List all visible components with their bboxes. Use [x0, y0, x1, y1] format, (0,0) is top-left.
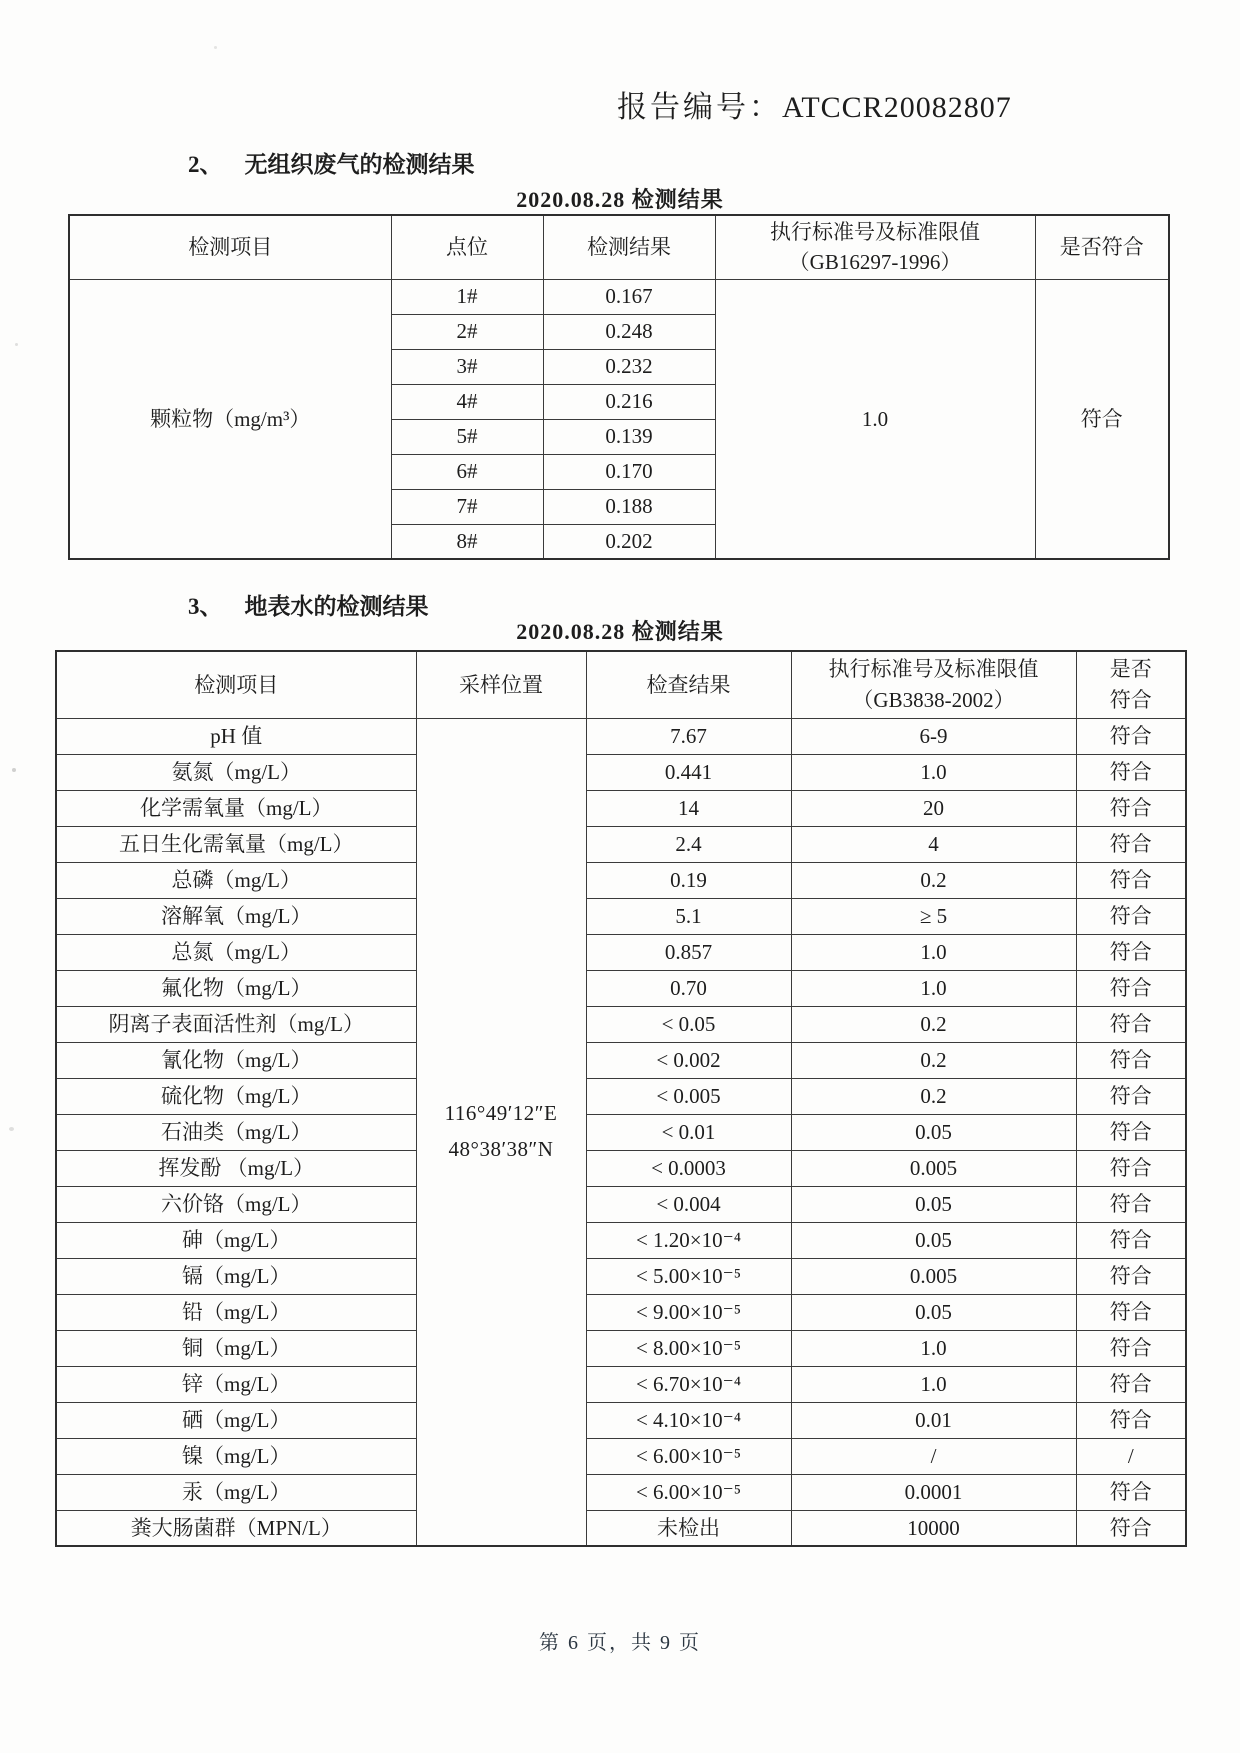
- result-cell: 0.139: [543, 419, 715, 454]
- item-cell: 氟化物（mg/L）: [56, 970, 416, 1006]
- compliance-cell: 符合: [1076, 1006, 1186, 1042]
- scan-speck: [15, 343, 18, 346]
- section-3-number: 3、: [188, 594, 223, 619]
- item-cell: 汞（mg/L）: [56, 1474, 416, 1510]
- item-cell: 阴离子表面活性剂（mg/L）: [56, 1006, 416, 1042]
- result-cell: < 5.00×10⁻⁵: [586, 1258, 791, 1294]
- item-cell: 砷（mg/L）: [56, 1222, 416, 1258]
- compliance-cell: 符合: [1076, 790, 1186, 826]
- col-header-location: 采样位置: [416, 651, 586, 718]
- compliance-header-line2: 符合: [1109, 687, 1152, 712]
- limit-cell: 0.005: [791, 1258, 1076, 1294]
- compliance-cell: 符合: [1076, 898, 1186, 934]
- water-results-table: [55, 650, 1187, 1547]
- table-row: [56, 934, 1186, 970]
- limit-cell: 0.05: [791, 1222, 1076, 1258]
- point-cell: 7#: [391, 489, 543, 524]
- result-cell: 未检出: [586, 1510, 791, 1546]
- col-header-standard: [715, 215, 1035, 279]
- result-cell: 14: [586, 790, 791, 826]
- result-cell: 0.19: [586, 862, 791, 898]
- item-cell: 总氮（mg/L）: [56, 934, 416, 970]
- compliance-cell: 符合: [1076, 862, 1186, 898]
- standard-header-line2: （GB3838-2002）: [852, 687, 1015, 712]
- limit-cell: 4: [791, 826, 1076, 862]
- section-2-title: 无组织废气的检测结果: [244, 152, 475, 177]
- result-cell: < 8.00×10⁻⁵: [586, 1330, 791, 1366]
- item-cell: 溶解氧（mg/L）: [56, 898, 416, 934]
- compliance-cell: 符合: [1076, 1078, 1186, 1114]
- result-cell: 0.188: [543, 489, 715, 524]
- standard-header-line2: （GB16297-1996）: [788, 250, 962, 275]
- table-row: [56, 790, 1186, 826]
- standard-header-line1: 执行标准号及标准限值: [828, 657, 1039, 682]
- result-cell: 0.70: [586, 970, 791, 1006]
- item-cell: 锌（mg/L）: [56, 1366, 416, 1402]
- limit-cell: 1.0: [791, 1366, 1076, 1402]
- item-cell: 六价铬（mg/L）: [56, 1186, 416, 1222]
- table-row: [56, 1258, 1186, 1294]
- result-cell: < 6.70×10⁻⁴: [586, 1366, 791, 1402]
- item-cell: 化学需氧量（mg/L）: [56, 790, 416, 826]
- table-row: [56, 1222, 1186, 1258]
- compliance-cell: 符合: [1076, 1474, 1186, 1510]
- limit-cell: 0.2: [791, 1042, 1076, 1078]
- point-cell: 1#: [391, 279, 543, 314]
- point-cell: 3#: [391, 349, 543, 384]
- sampling-location-line1: 116°49′12″E: [444, 1101, 558, 1126]
- limit-cell: 6-9: [791, 718, 1076, 754]
- compliance-header-line1: 是否: [1109, 657, 1152, 682]
- result-cell: < 6.00×10⁻⁵: [586, 1474, 791, 1510]
- gas-table-title: 2020.08.28 检测结果: [516, 187, 724, 212]
- compliance-cell: 符合: [1076, 1258, 1186, 1294]
- table-row: [56, 1438, 1186, 1474]
- item-cell: 铅（mg/L）: [56, 1294, 416, 1330]
- scan-speck: [214, 46, 217, 49]
- item-cell: 氨氮（mg/L）: [56, 754, 416, 790]
- col-header-result: 检查结果: [586, 651, 791, 718]
- standard-header-line1: 执行标准号及标准限值: [770, 219, 980, 244]
- table-row: [56, 826, 1186, 862]
- page-footer: 第 6 页，共 9 页: [539, 1632, 701, 1654]
- result-cell: < 4.10×10⁻⁴: [586, 1402, 791, 1438]
- table-row: [56, 1510, 1186, 1546]
- col-header-point: 点位: [391, 215, 543, 279]
- compliance-cell: 符合: [1076, 970, 1186, 1006]
- point-cell: 5#: [391, 419, 543, 454]
- point-cell: 4#: [391, 384, 543, 419]
- table-row: [56, 862, 1186, 898]
- result-cell: 0.232: [543, 349, 715, 384]
- result-cell: < 9.00×10⁻⁵: [586, 1294, 791, 1330]
- limit-cell: 0.2: [791, 1078, 1076, 1114]
- compliance-cell: 符合: [1076, 1366, 1186, 1402]
- item-cell: 氰化物（mg/L）: [56, 1042, 416, 1078]
- item-cell: 硒（mg/L）: [56, 1402, 416, 1438]
- table-row: [56, 1114, 1186, 1150]
- compliance-cell: 符合: [1076, 1186, 1186, 1222]
- scan-speck: [12, 768, 16, 772]
- table-row: [56, 970, 1186, 1006]
- limit-cell: 0.2: [791, 1006, 1076, 1042]
- water-table-title: 2020.08.28 检测结果: [516, 619, 724, 644]
- compliance-cell: 符合: [1076, 1114, 1186, 1150]
- table-row: [56, 1330, 1186, 1366]
- sampling-location-line2: 48°38′38″N: [448, 1136, 554, 1161]
- limit-cell: 0.0001: [791, 1474, 1076, 1510]
- item-cell: 粪大肠菌群（MPN/L）: [56, 1510, 416, 1546]
- water-table-header-row: [56, 651, 1186, 718]
- gas-table-header-row: [69, 215, 1169, 279]
- result-cell: < 1.20×10⁻⁴: [586, 1222, 791, 1258]
- result-cell: 0.202: [543, 524, 715, 559]
- result-cell: 7.67: [586, 718, 791, 754]
- table-row: [56, 1366, 1186, 1402]
- item-cell: 挥发酚 （mg/L）: [56, 1150, 416, 1186]
- section-2-heading: [188, 146, 475, 179]
- compliance-cell: 符合: [1076, 1510, 1186, 1546]
- compliance-cell-merged: 符合: [1035, 279, 1169, 559]
- limit-cell: 0.05: [791, 1294, 1076, 1330]
- result-cell: 0.248: [543, 314, 715, 349]
- table-row: [69, 279, 1169, 314]
- table-row: [56, 1402, 1186, 1438]
- result-cell: < 6.00×10⁻⁵: [586, 1438, 791, 1474]
- col-header-item: 检测项目: [69, 215, 391, 279]
- col-header-result: 检测结果: [543, 215, 715, 279]
- point-cell: 8#: [391, 524, 543, 559]
- compliance-cell: 符合: [1076, 1150, 1186, 1186]
- limit-cell: 20: [791, 790, 1076, 826]
- result-cell: < 0.0003: [586, 1150, 791, 1186]
- compliance-cell: 符合: [1076, 718, 1186, 754]
- limit-cell: 0.05: [791, 1186, 1076, 1222]
- result-cell: < 0.004: [586, 1186, 791, 1222]
- table-row: [56, 1150, 1186, 1186]
- limit-cell: /: [791, 1438, 1076, 1474]
- compliance-cell: /: [1076, 1438, 1186, 1474]
- result-cell: < 0.01: [586, 1114, 791, 1150]
- item-cell: 镍（mg/L）: [56, 1438, 416, 1474]
- limit-cell: 0.01: [791, 1402, 1076, 1438]
- table-row: [56, 1042, 1186, 1078]
- col-header-compliance: 是否符合: [1035, 215, 1169, 279]
- table-row: [56, 1186, 1186, 1222]
- item-cell-merged: 颗粒物（mg/m³）: [69, 279, 391, 559]
- result-cell: 0.216: [543, 384, 715, 419]
- limit-cell: 1.0: [791, 934, 1076, 970]
- col-header-compliance: [1076, 651, 1186, 718]
- compliance-cell: 符合: [1076, 1330, 1186, 1366]
- result-cell: < 0.005: [586, 1078, 791, 1114]
- item-cell: 石油类（mg/L）: [56, 1114, 416, 1150]
- result-cell: 5.1: [586, 898, 791, 934]
- compliance-cell: 符合: [1076, 1222, 1186, 1258]
- result-cell: < 0.002: [586, 1042, 791, 1078]
- compliance-cell: 符合: [1076, 1042, 1186, 1078]
- table-row: [56, 1474, 1186, 1510]
- gas-results-table: [68, 214, 1170, 560]
- result-cell: 0.857: [586, 934, 791, 970]
- compliance-cell: 符合: [1076, 826, 1186, 862]
- item-cell: 铜（mg/L）: [56, 1330, 416, 1366]
- result-cell: 2.4: [586, 826, 791, 862]
- scan-speck: [9, 1127, 14, 1131]
- result-cell: 0.441: [586, 754, 791, 790]
- limit-cell: 0.05: [791, 1114, 1076, 1150]
- table-row: [56, 1294, 1186, 1330]
- result-cell: 0.167: [543, 279, 715, 314]
- limit-cell: 1.0: [791, 754, 1076, 790]
- point-cell: 6#: [391, 454, 543, 489]
- limit-cell-merged: 1.0: [715, 279, 1035, 559]
- item-cell: 镉（mg/L）: [56, 1258, 416, 1294]
- point-cell: 2#: [391, 314, 543, 349]
- compliance-cell: 符合: [1076, 934, 1186, 970]
- result-cell: < 0.05: [586, 1006, 791, 1042]
- table-row: [56, 718, 1186, 754]
- item-cell: 硫化物（mg/L）: [56, 1078, 416, 1114]
- limit-cell: 0.005: [791, 1150, 1076, 1186]
- compliance-cell: 符合: [1076, 1402, 1186, 1438]
- table-row: [56, 898, 1186, 934]
- limit-cell: 1.0: [791, 1330, 1076, 1366]
- report-number-label: 报告编号：: [617, 91, 782, 124]
- col-header-standard: [791, 651, 1076, 718]
- compliance-cell: 符合: [1076, 1294, 1186, 1330]
- item-cell: pH 值: [56, 718, 416, 754]
- item-cell: 总磷（mg/L）: [56, 862, 416, 898]
- section-2-number: 2、: [188, 152, 223, 177]
- limit-cell: 0.2: [791, 862, 1076, 898]
- table-row: [56, 754, 1186, 790]
- result-cell: 0.170: [543, 454, 715, 489]
- table-row: [56, 1006, 1186, 1042]
- limit-cell: ≥ 5: [791, 898, 1076, 934]
- table-row: [56, 1078, 1186, 1114]
- report-number-line: [617, 82, 1012, 126]
- limit-cell: 10000: [791, 1510, 1076, 1546]
- sampling-location-cell: [416, 718, 586, 1546]
- compliance-cell: 符合: [1076, 754, 1186, 790]
- report-number-value: ATCCR20082807: [782, 91, 1012, 124]
- item-cell: 五日生化需氧量（mg/L）: [56, 826, 416, 862]
- col-header-item: 检测项目: [56, 651, 416, 718]
- section-3-title: 地表水的检测结果: [244, 594, 429, 619]
- limit-cell: 1.0: [791, 970, 1076, 1006]
